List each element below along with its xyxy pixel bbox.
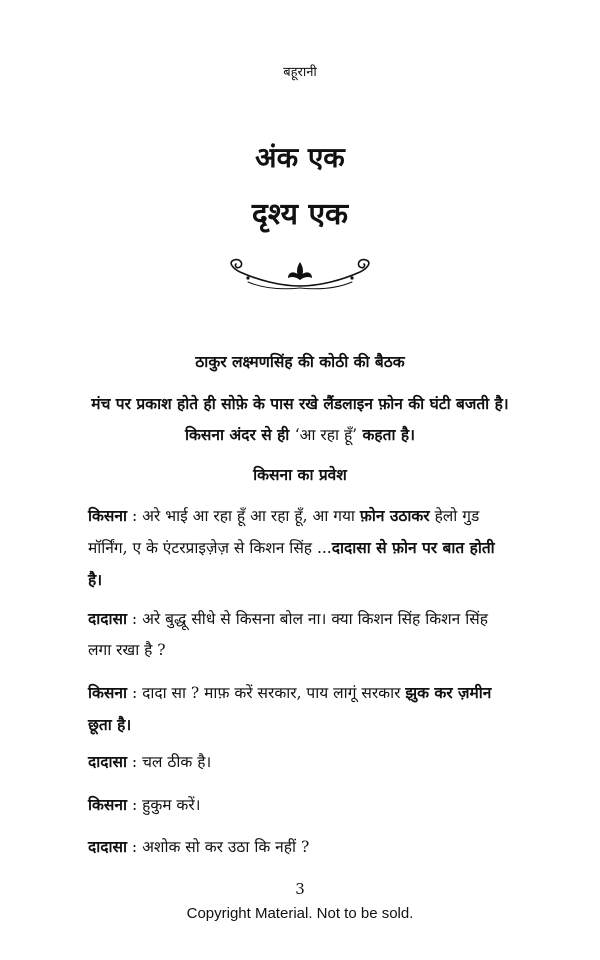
entry-direction: किसना का प्रवेश xyxy=(253,465,347,484)
running-header: बहूरानी xyxy=(283,65,317,80)
speaker-name: किसना xyxy=(88,683,128,702)
dialogue-line: दादासा : चल ठीक है। xyxy=(88,752,212,771)
stage-action: झुक कर ज़मीन छूता है। xyxy=(88,683,492,734)
stage-direction-text-end: कहता है। xyxy=(362,425,416,444)
dialogue-text: अशोक सो कर उठा कि नहीं ? xyxy=(142,838,310,856)
flourish-divider-icon xyxy=(218,252,382,296)
speaker-name: दादासा xyxy=(88,837,127,856)
stage-direction-text: मंच पर प्रकाश होते ही सोफ़े के पास रखे लैंडलाइन फ़ोन की घंटी बजती है। किसना अंदर से ही xyxy=(91,394,509,444)
dialogue-line: किसना : हुकुम करें। xyxy=(88,795,201,814)
speaker-name: दादासा xyxy=(88,752,127,771)
speaker-name: किसना xyxy=(88,795,128,814)
stage-action: फ़ोन उठाकर xyxy=(359,506,430,525)
dialogue-text: हेलो गुड मॉर्निंग, ए के एंटरप्राइज़ेज़ से किशन सिंह ... xyxy=(88,507,480,557)
speaker-name: दादासा xyxy=(88,609,127,628)
dialogue-text: दादा सा ? माफ़ करें सरकार, पाय लागूं सरकार xyxy=(142,684,401,702)
speaker-name: किसना xyxy=(88,506,128,525)
scene-setting: ठाकुर लक्ष्मणसिंह की कोठी की बैठक xyxy=(195,352,405,371)
act-title: अंक एक xyxy=(255,141,345,174)
dialogue-text: अरे भाई आ रहा हूँ आ रहा हूँ, आ गया xyxy=(142,507,355,525)
stage-direction-quote: ‘आ रहा हूँ’ xyxy=(294,426,358,444)
stage-direction xyxy=(80,388,520,451)
copyright-notice: Copyright Material. Not to be sold. xyxy=(186,905,414,922)
scene-title: दृश्य एक xyxy=(251,197,349,232)
dialogue-line: किसना : दादा सा ? माफ़ करें सरकार, पाय लागूं सरकार झुक कर ज़मीन छूता है। xyxy=(88,683,492,734)
dialogue-text: हुकुम करें। xyxy=(142,796,201,814)
dialogue-line: किसना : अरे भाई आ रहा हूँ आ रहा हूँ, आ गया फ़ोन उठाकर हेलो गुड मॉर्निंग, ए के एंटरप्राइज़ेज़ से किशन सिंह ...दादासा से फ़ोन पर बात होती है। xyxy=(88,506,495,589)
page-number: 3 xyxy=(295,880,305,898)
dialogue-line: दादासा : अरे बुद्धू सीधे से किसना बोल ना। क्या किशन सिंह किशन सिंह लगा रखा है ? xyxy=(88,609,488,659)
dialogue-line: दादासा : अशोक सो कर उठा कि नहीं ? xyxy=(88,837,310,856)
dialogue-text: चल ठीक है। xyxy=(142,753,212,771)
stage-action: दादासा से फ़ोन पर बात होती है। xyxy=(88,538,495,589)
dialogue-text: अरे बुद्धू सीधे से किसना बोल ना। क्या किशन सिंह किशन सिंह लगा रखा है ? xyxy=(88,610,488,659)
